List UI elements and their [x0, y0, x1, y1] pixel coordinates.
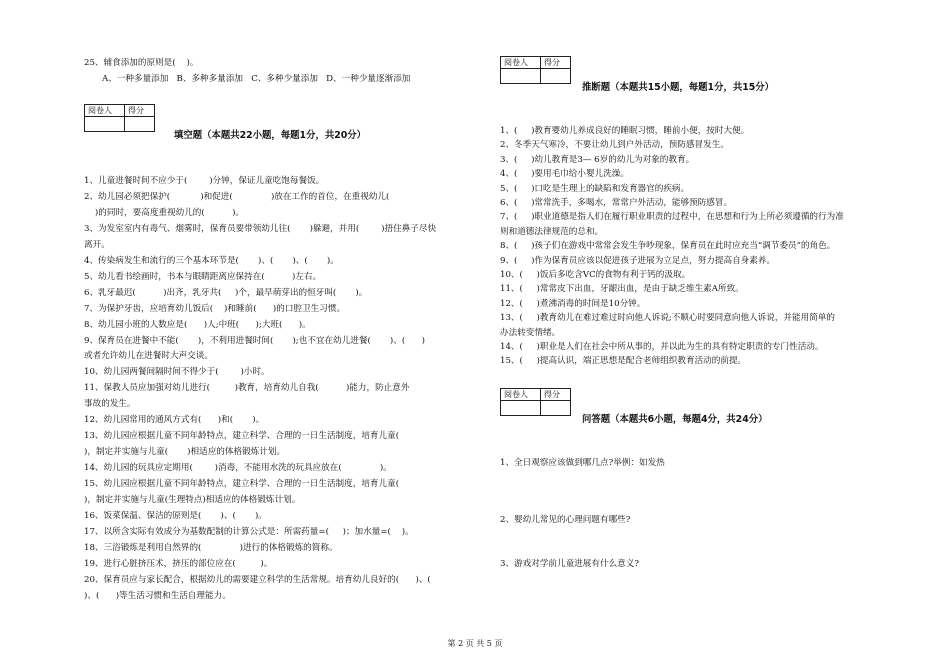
judge-section-title: 推断题（本题共15小题，每题1分，共15分）: [582, 82, 774, 93]
score-cell: [541, 401, 571, 416]
score-cell: [125, 117, 155, 132]
question-25: 25、辅食添加的原则是( )。: [84, 58, 199, 68]
fill-question-line: 15、幼儿园应根据儿童不同年龄特点，建立科学、合理的一日生活制度，培育儿童(: [84, 479, 400, 490]
judge-question-line: 1、( )教育婴幼儿养成良好的睡眠习惯，睡前小便，按时大便。: [500, 126, 750, 136]
judge-question-line: 6、( )常常洗手，多喝水，常常户外活动，能够预防感冒。: [500, 198, 733, 208]
fill-question-line: 或者允许幼儿在进餐时大声交谈。: [84, 351, 213, 362]
judge-question-line: 7、( )职业道德是指人们在履行职业职责的过程中，在思想和行为上所必须遵循的行为准: [500, 212, 844, 223]
judge-question-line: 14、( )职业是人们在社会中所从事的，并以此为生的具有特定职责的专门性活动。: [500, 342, 824, 352]
fill-question-line: )的同时，要高度重视幼儿的( )。: [84, 207, 245, 218]
judge-question-line: 15、( )提高认识，端正思想是配合老师组织教育活动的前提。: [500, 356, 747, 367]
judge-question-line: 5、( )口吃是生理上的缺陷和发育器官的疾病。: [500, 183, 690, 194]
page-footer: 第 2 页 共 5 页: [447, 639, 503, 648]
fill-question-line: 13、幼儿园应根据儿童不同年龄特点，建立科学、合理的一日生活制度，培育儿童(: [84, 431, 400, 442]
fill-question-line: 18、三浴锻炼是利用自然界的( )进行的体格锻炼的简称。: [84, 542, 338, 553]
fill-question-line: 7、为保护牙齿，应培育幼儿饭后( )和睡前( )的口腔卫生习惯。: [84, 303, 346, 314]
judge-question-line: 13、( )教育幼儿在难过难过时向他人诉说;不顺心时要同意向他人诉说，并能用简单的: [500, 313, 835, 324]
fill-question-line: 11、保教人员应加强对幼儿进行( )教育，培育幼儿自我( )能力，防止意外: [84, 383, 410, 394]
judge-question-line: 办法转变情绪。: [500, 327, 561, 338]
fill-question-line: 3、为发室室内有毒气、烟雾时，保育员要带领幼儿往( )躲避，并用( )捂住鼻子尽快: [84, 223, 437, 234]
fill-question-line: 16、饭菜保温、保洁的原则是( )、( )。: [84, 510, 267, 521]
fill-question-line: 5、幼儿看书绘画时，书本与眼睛距离应保持在( )左右。: [84, 271, 322, 282]
qa-question-line: 1、全日观察应该做到哪几点?举例：如发热: [500, 458, 665, 468]
judge-question-line: 2、冬季天气寒冷，不要让幼儿到户外活动，预防感冒发生。: [500, 140, 729, 151]
qa-section-title: 问答题（本题共6小题，每题4分，共24分）: [582, 414, 768, 425]
score-label: 得分: [541, 389, 571, 401]
fill-question-line: )，制定并实施与儿童( )相适应的体格锻炼计划。: [84, 447, 286, 458]
fill-question-line: 20、保育员应与家长配合，根据幼儿的需要建立科学的生活常规。培育幼儿良好的( )、(: [84, 574, 431, 585]
reviewer-cell: [501, 401, 541, 416]
fill-question-line: 4、传染病发生和流行的三个基本环节是( )、( )、( )。: [84, 255, 339, 266]
fill-question-line: )，制定并实施与儿童(生理特点)相适应的体格锻炼计划。: [84, 495, 301, 505]
score-cell: [541, 69, 571, 84]
fill-question-line: )、( )等生活习惯和生活自理能力。: [84, 590, 231, 601]
fill-question-line: 10、幼儿园两餐间隔时间不得少于( )小时。: [84, 367, 270, 378]
question-25-options: A、一种多量添加 B、多种多量添加 C、多种少量添加 D、一种少量逐渐添加: [102, 74, 411, 84]
judge-question-line: 12、( )煮沸消毒的时间是10分钟。: [500, 298, 646, 309]
fill-question-line: 6、乳牙最迟( )出齐，乳牙共( )个，最早萌芽出的恒牙叫( )。: [84, 287, 368, 298]
fill-question-line: 19、进行心脏挤压术，挤压的部位应在( )。: [84, 558, 273, 569]
score-label: 得分: [125, 105, 155, 117]
fill-question-line: 1、儿童进餐时间不应少于( )分钟，保证儿童吃饱每餐饭。: [84, 176, 325, 186]
score-table-fill: [84, 104, 155, 132]
judge-question-line: 8、( )孩子们在游戏中常常会发生争吵现象，保育员在此时应充当“调节委员”的角色。: [500, 241, 836, 252]
fill-question-line: 2、幼儿园必须把保护( )和促进( )放在工作的首位，在重视幼儿(: [84, 191, 390, 202]
judge-question-line: 则和道德法律规范的总和。: [500, 226, 604, 237]
fill-question-line: 9、保育员在进餐中不能( )，不利用进餐时间( );也不宜在幼儿进餐( )、( ): [84, 335, 425, 346]
score-table-judge: [500, 56, 571, 84]
fill-question-line: 17、以所含实际有效成分为基数配制的计算公式是：所需药量=( )；加水量=( )。: [84, 526, 414, 537]
fill-question-line: 14、幼儿园的玩具应定期用( )消毒，不能用水洗的玩具应放在( )。: [84, 463, 392, 474]
reviewer-cell: [501, 69, 541, 84]
judge-question-line: 9、( )作为保育员应该以促进孩子进展为立足点，努力提高自身素养。: [500, 255, 776, 266]
reviewer-label: 阅卷人: [501, 389, 541, 401]
reviewer-label: 阅卷人: [501, 57, 541, 69]
judge-question-line: 10、( )饭后多吃含VC的食物有利于钙的汲取。: [500, 270, 691, 280]
reviewer-cell: [85, 117, 125, 132]
fill-question-line: 离开。: [84, 239, 110, 250]
score-table-qa: [500, 388, 571, 416]
judge-question-line: 4、( )要用毛巾给小婴儿洗澡。: [500, 169, 629, 180]
fill-question-line: 12、幼儿园常用的通风方式有( )和( )。: [84, 415, 265, 426]
judge-question-line: 3、( )幼儿教育是3— 6岁的幼儿为对象的教育。: [500, 154, 695, 165]
qa-question-line: 2、婴幼儿常见的心理问题有哪些?: [500, 515, 631, 525]
fill-question-line: 8、幼儿园小班的人数应是( )人;中班( );大班( )。: [84, 319, 311, 330]
reviewer-label: 阅卷人: [85, 105, 125, 117]
fill-section-title: 填空题（本题共22小题，每题1分，共20分）: [174, 130, 366, 141]
qa-question-line: 3、游戏对学前儿童进展有什么意义?: [500, 559, 639, 569]
score-label: 得分: [541, 57, 571, 69]
fill-question-line: 事故的发生。: [84, 399, 136, 410]
judge-question-line: 11、( )常常皮下出血，牙龈出血，是由于缺乏维生素A所致。: [500, 284, 744, 295]
